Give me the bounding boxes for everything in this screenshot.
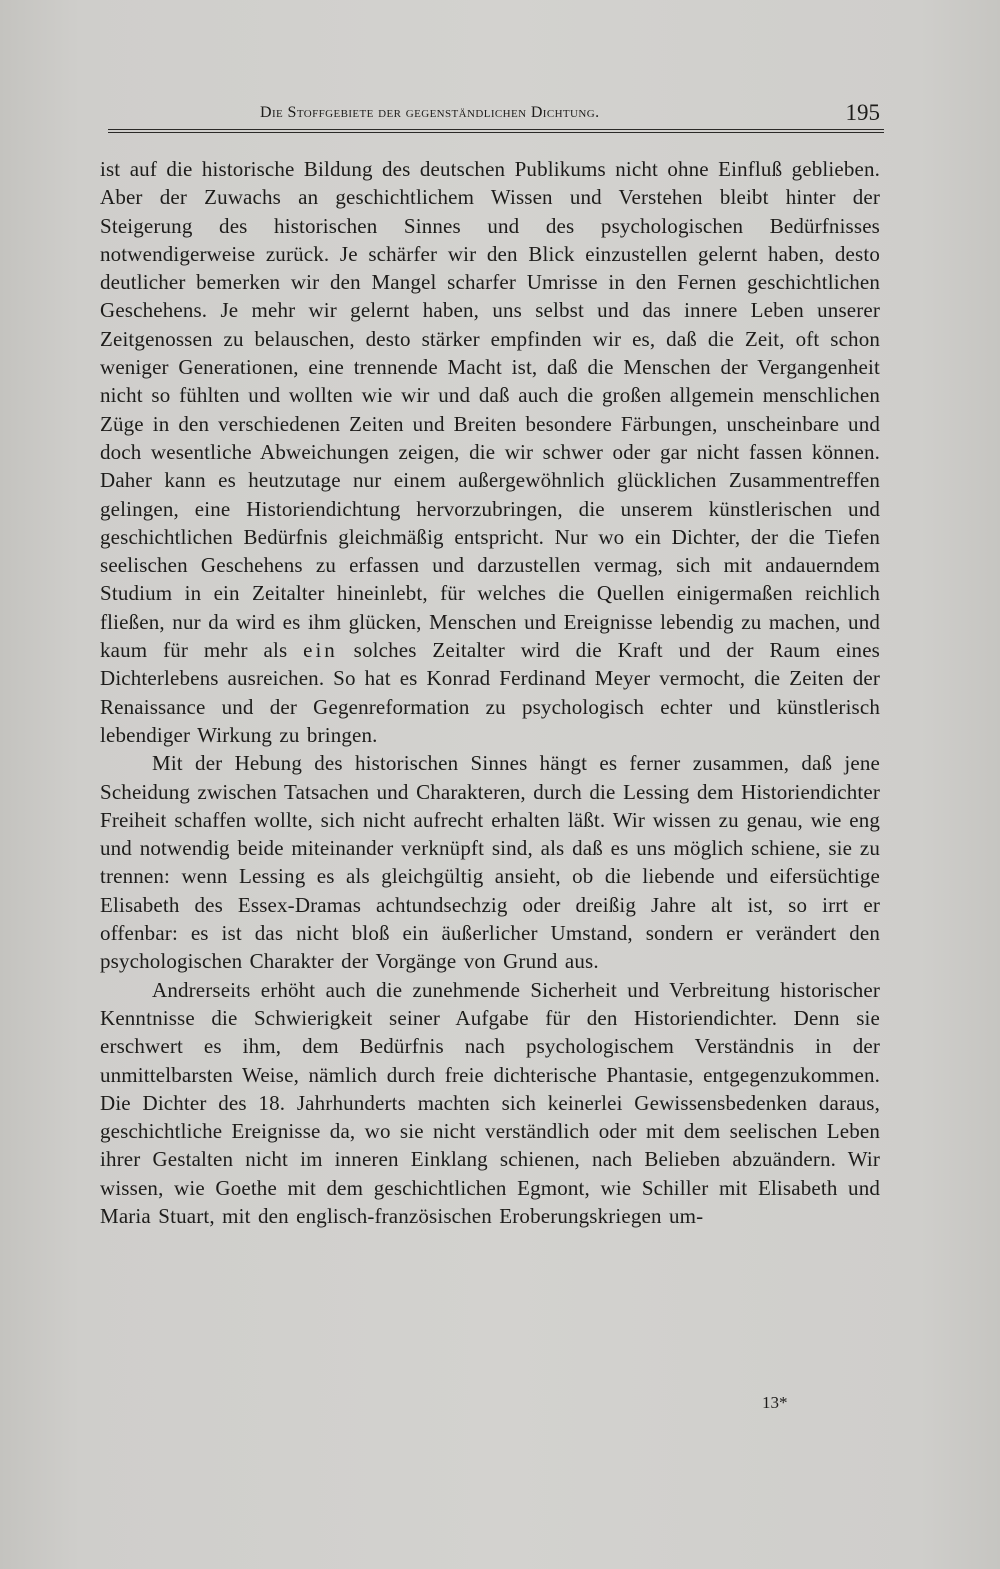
running-title: Die Stoffgebiete der gegenständlichen Dichtung. bbox=[260, 104, 600, 121]
paragraph-1 bbox=[100, 155, 880, 749]
running-header bbox=[108, 96, 884, 130]
header-rule bbox=[108, 129, 884, 133]
emphasized-word: ein bbox=[303, 638, 338, 663]
paragraph-1-text: ist auf die historische Bildung des deutschen Publikums nicht ohne Einfluß geblieben. Aber der Zuwachs an geschichtlichem Wissen und Verstehen bleibt hinter der Steigerung des historischen Sinnes und des psychologischen Bedürfnisses notwendigerweise zurück. Je schärfer wir den Blick einzustellen gelernt haben, desto deutlicher bemerken wir den Mangel scharfer Umrisse in den Fernen geschichtlichen Geschehens. Je mehr wir gelernt haben, uns selbst und das innere Leben unserer Zeitgenossen zu belauschen, desto stärker empfinden wir es, daß die Zeit, oft schon weniger Generationen, eine trennende Macht ist, daß die Menschen der Vergangenheit nicht so fühlten und wollten wie wir und daß auch die großen allgemein menschlichen Züge in den verschiedenen Zeiten und Breiten besondere Färbungen, unscheinbare und doch wesentliche Abweichungen zeigen, die wir schwer oder gar nicht fassen können. Daher kann es heutzutage nur einem außergewöhnlich glücklichen Zusammentreffen gelingen, eine Historiendichtung hervorzubringen, die unserem künstlerischen und geschichtlichen Bedürfnis gleichmäßig entspricht. Nur wo ein Dichter, der die Tiefen seelischen Geschehens zu erfassen und darzustellen vermag, sich mit andauerndem Studium in ein Zeitalter hineinlebt, für welches die Quellen einigermaßen reichlich fließen, nur da wird es ihm glücken, Menschen und Ereignisse lebendig zu machen, und kaum für mehr als bbox=[100, 157, 880, 663]
paragraph-3: Andrerseits erhöht auch die zunehmende Sicherheit und Verbreitung historischer Kenntnisse die Schwierigkeit seiner Aufgabe für den Historiendichter. Denn sie erschwert es ihm, dem Bedürfnis nach psychologischem Verständnis in der unmittelbarsten Weise, nämlich durch freie dichterische Phantasie, entgegenzukommen. Die Dichter des 18. Jahrhunderts machten sich keinerlei Gewissensbedenken daraus, geschichtliche Ereignisse da, wo sie nicht verständlich oder mit dem seelischen Leben ihrer Gestalten nicht im inneren Einklang schienen, nach Belieben abzuändern. Wir wissen, wie Goethe mit dem geschichtlichen Egmont, wie Schiller mit Elisabeth und Maria Stuart, mit den englisch-französischen Eroberungskriegen um- bbox=[100, 977, 880, 1228]
paragraph-2: Mit der Hebung des historischen Sinnes hängt es ferner zusammen, daß jene Scheidung zwischen Tatsachen und Charakteren, durch die Lessing dem Historiendichter Freiheit schaffen wollte, sich nicht aufrecht erhalten läßt. Wir wissen zu genau, wie eng und notwendig beide miteinander verknüpft sind, als daß es uns möglich schiene, sie zu trennen: wenn Lessing es als gleichgültig ansieht, ob die liebende und eifersüchtige Elisabeth des Essex-Dramas achtundsechzig oder dreißig Jahre alt ist, so irrt er offenbar: es ist das nicht bloß ein äußerlicher Umstand, sondern er verändert den psychologischen Charakter der Vorgänge von Grund aus. bbox=[100, 751, 880, 974]
page-number: 195 bbox=[845, 100, 880, 125]
body-text bbox=[100, 155, 880, 1230]
signature-mark: 13* bbox=[762, 1393, 788, 1412]
paragraph-1-text-continued: solches Zeitalter wird die Kraft und der Raum eines Dichterlebens ausreichen. So hat es Konrad Ferdinand Meyer vermocht, die Zeiten der Renaissance und der Gegenreformation zu psychologisch echter und künstlerisch lebendiger Wirkung zu bringen. bbox=[100, 638, 880, 747]
